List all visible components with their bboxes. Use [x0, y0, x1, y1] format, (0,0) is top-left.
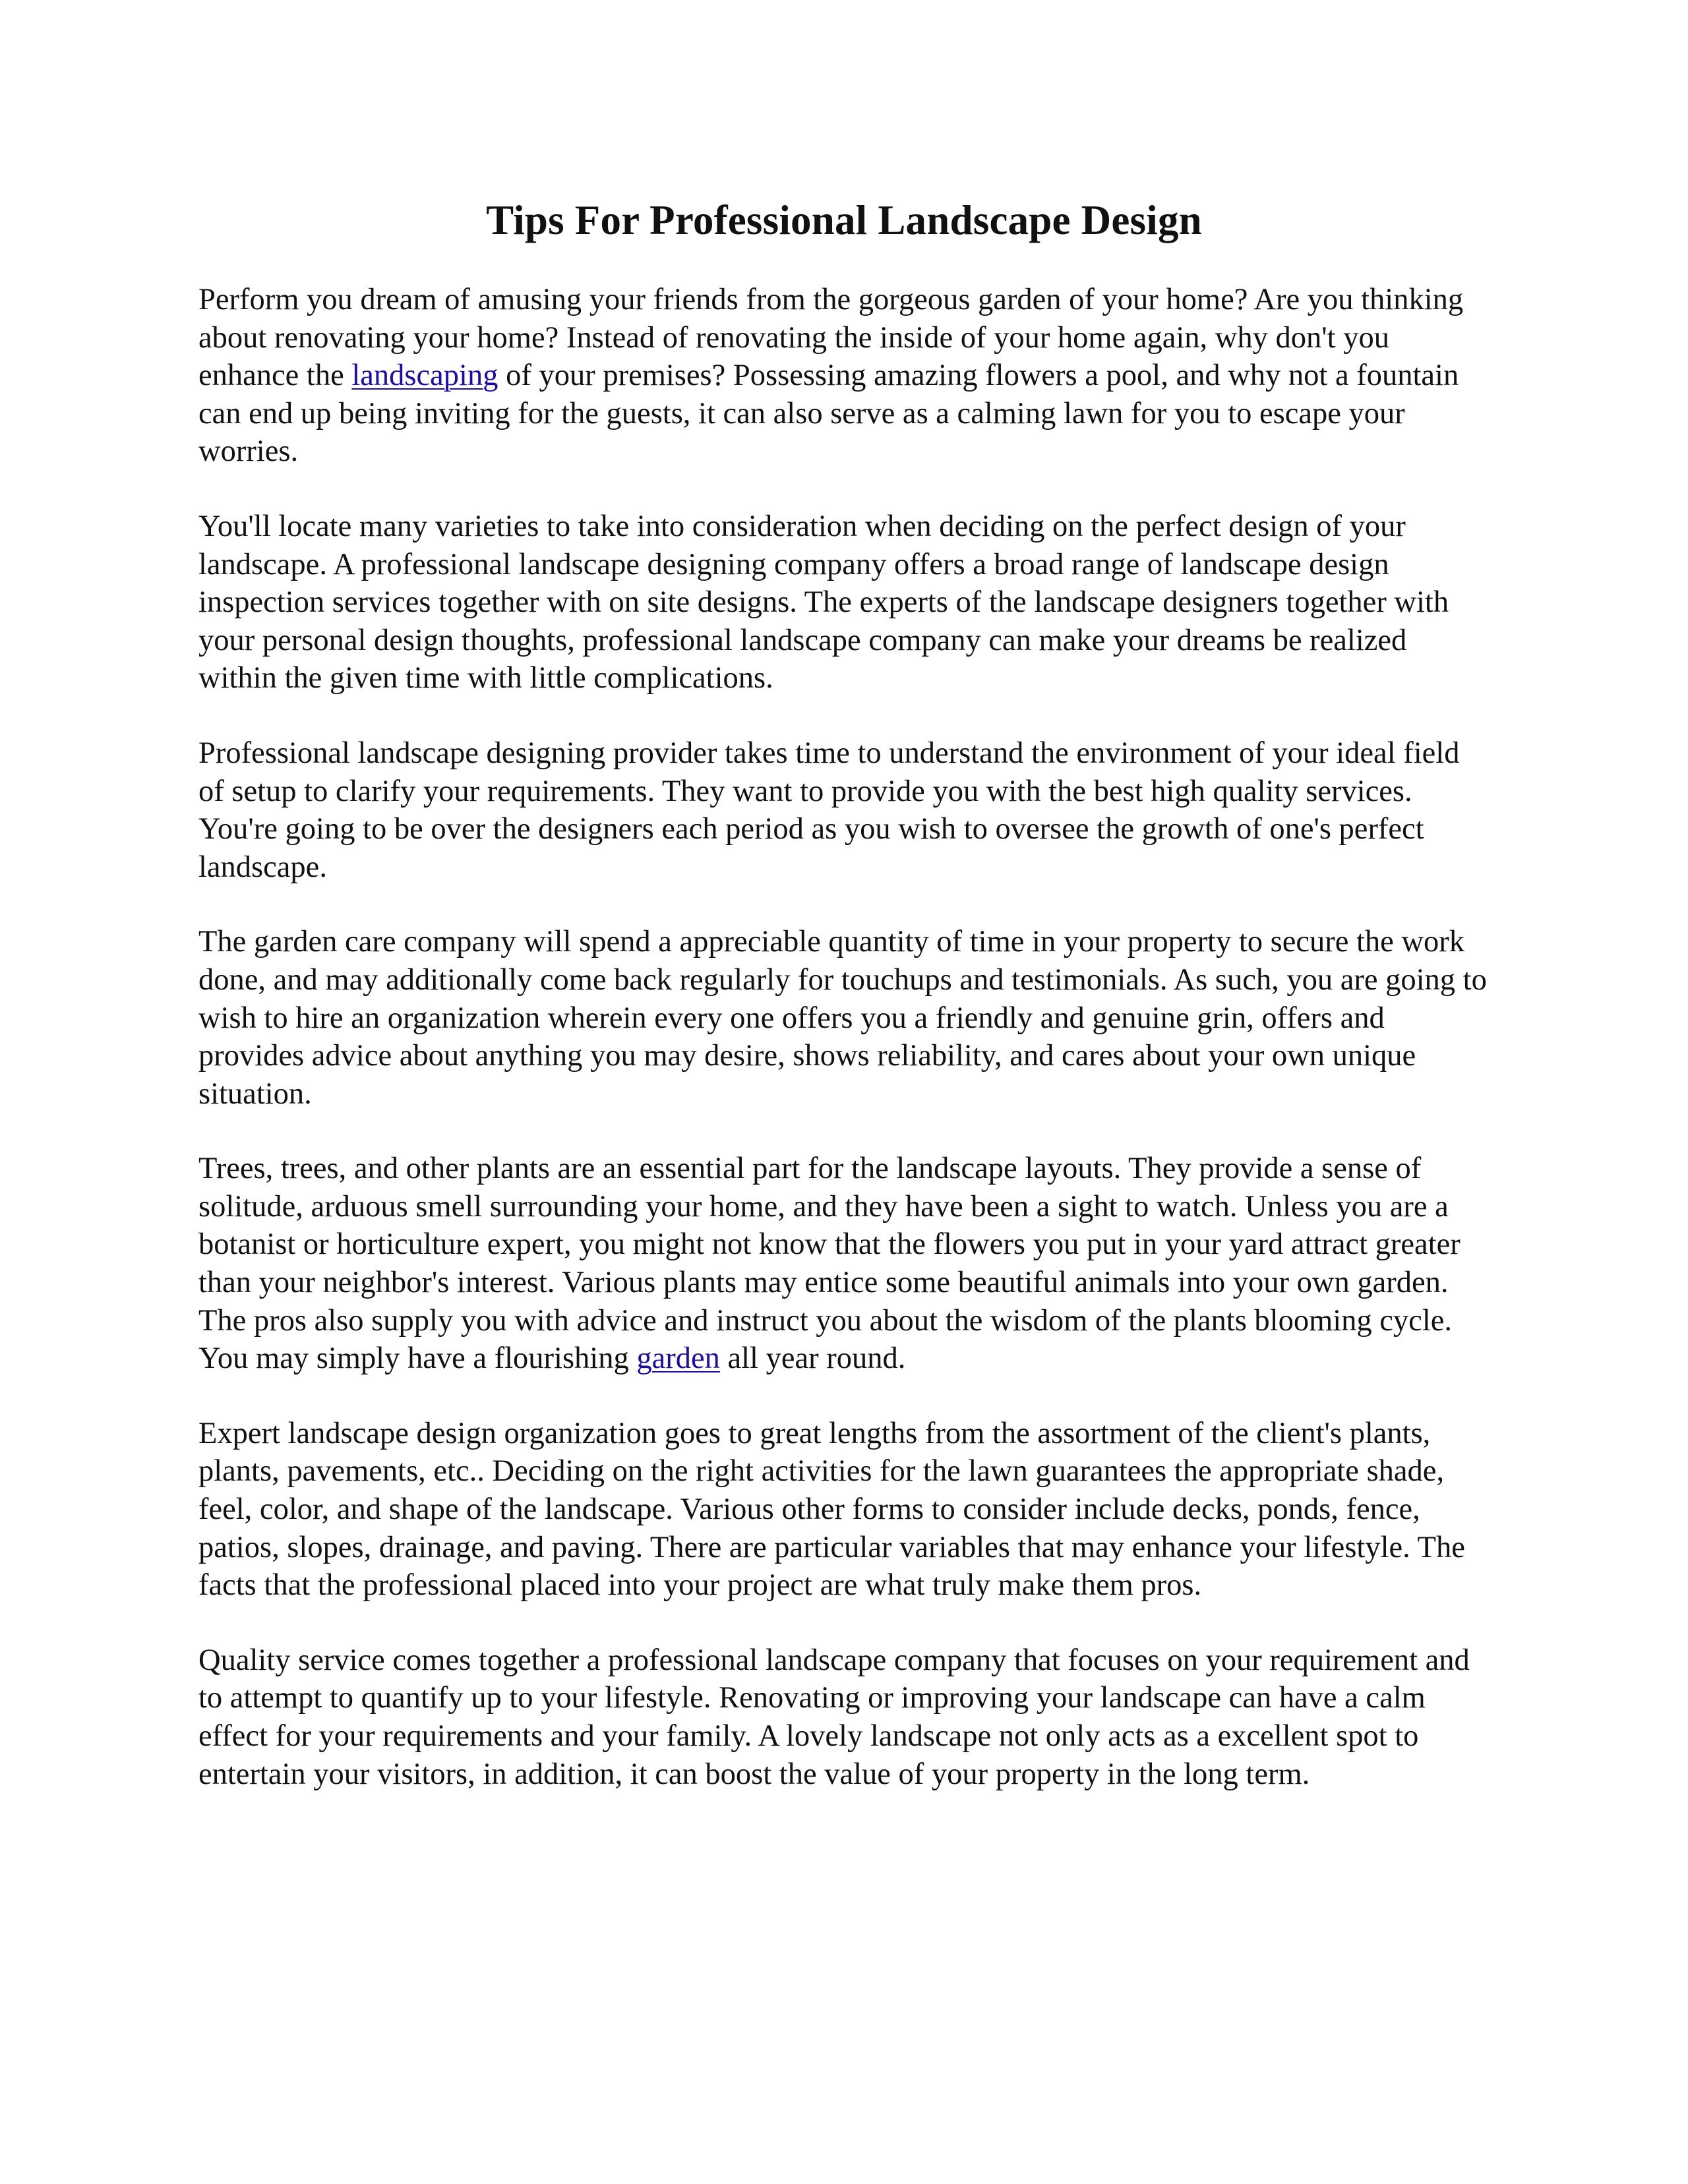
- paragraph-5: [198, 1150, 1491, 1378]
- paragraph-1-text-before: Perform you dream of amusing your friends from the gorgeous garden of your home? Are you thinking about renovating your home? Instead of renovating the inside of your home again, why don't you enhance the: [198, 283, 1464, 393]
- paragraph-6: Expert landscape design organization goes to great lengths from the assortment of the client's plants, plants, pavements, etc.. Deciding on the right activities for the lawn guarantees the appropriate shade, feel, color, and shape of the landscape. Various other forms to consider include decks, ponds, fence, patios, slopes, drainage, and paving. There are particular variables that may enhance your lifestyle. The facts that the professional placed into your project are what truly make them pros.: [198, 1416, 1465, 1603]
- paragraph-3: Professional landscape designing provider takes time to understand the environment of your ideal field of setup to clarify your requirements. They want to provide you with the best high quality services. You're going to be over the designers each period as you wish to oversee the growth of one's perfect landscape.: [198, 736, 1460, 884]
- paragraph-5-text-before: Trees, trees, and other plants are an essential part for the landscape layouts. They provide a sense of solitude, arduous smell surrounding your home, and they have been a sight to watch. Unless you are a botanist or horticulture expert, you might not know that the flowers you put in your yard attract greater than your neighbor's interest. Various plants may entice some beautiful animals into your own garden. The pros also supply you with advice and instruct you about the wisdom of the plants blooming cycle. You may simply have a flourishing: [198, 1152, 1461, 1376]
- document-title: Tips For Professional Landscape Design: [486, 197, 1202, 243]
- landscaping-link[interactable]: landscaping: [351, 359, 498, 393]
- paragraph-4: The garden care company will spend a appreciable quantity of time in your property to secure the work done, and may additionally come back regularly for touchups and testimonials. As such, you are going to wish to hire an organization wherein every one offers you a friendly and genuine grin, offers and provides advice about anything you may desire, shows reliability, and cares about your own unique situation.: [198, 925, 1487, 1111]
- paragraph-1: [198, 281, 1491, 471]
- paragraph-1-text-after: of your premises? Possessing amazing flowers a pool, and why not a fountain can end up being inviting for the guests, it can also serve as a calming lawn for you to escape your worries.: [198, 359, 1459, 469]
- garden-link[interactable]: garden: [636, 1342, 720, 1376]
- paragraph-7: Quality service comes together a professional landscape company that focuses on your requirement and to attempt to quantify up to your lifestyle. Renovating or improving your landscape can have a calm effect for your requirements and your family. A lovely landscape not only acts as a excellent spot to entertain your visitors, in addition, it can boost the value of your property in the long term.: [198, 1643, 1470, 1791]
- paragraph-2: You'll locate many varieties to take into consideration when deciding on the perfect design of your landscape. A professional landscape designing company offers a broad range of landscape design inspection services together with on site designs. The experts of the landscape designers together with your personal design thoughts, professional landscape company can make your dreams be realized within the given time with little complications.: [198, 509, 1449, 695]
- document-body: [198, 281, 1491, 1830]
- paragraph-5-text-after: all year round.: [719, 1342, 906, 1376]
